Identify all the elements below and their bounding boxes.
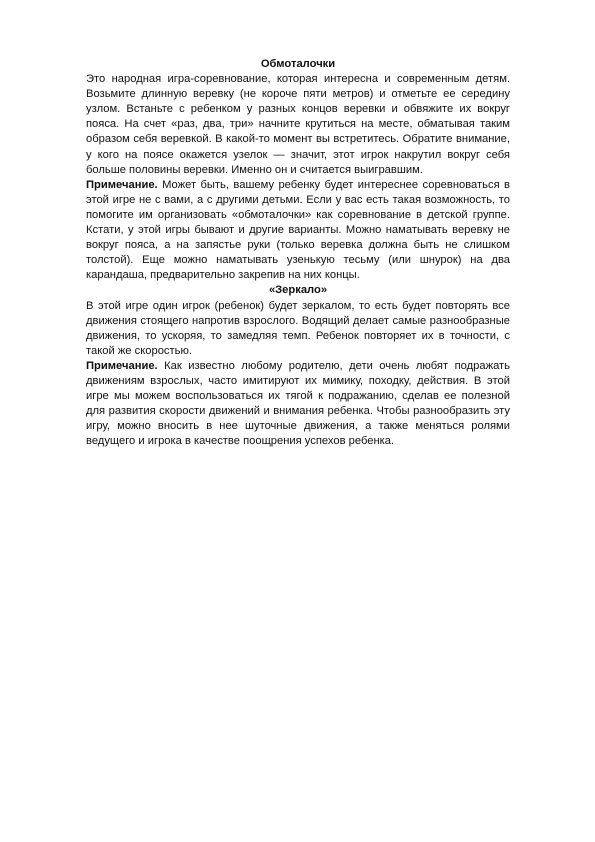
section-body-obmotalochki: Это народная игра-соревнование, которая интересна и современным детям. Возьмите длинную веревку (не короче пяти метров) и отметьте ее середину узлом. Встаньте с ребенком у разных концов веревки и обвяжите их вокруг пояса. На счет «раз, два, три» начните крутиться на месте, обматывая таким образом себя веревкой. В какой-то момент вы встретитесь. Обратите внимание, у кого на поясе окажется узелок — значит, этот игрок накрутил вокруг себя больше половины веревки. Именно он и считается выигравшим.: [86, 73, 510, 176]
note-paragraph-zerkalo: [86, 359, 510, 450]
section-body-zerkalo: В этой игре один игрок (ребенок) будет зеркалом, то есть будет повторять все движения стоящего напротив взрослого. Водящий делает самые разнообразные движения, то ускоряя, то замедляя темп. Ребенок повторяет их в точности, с такой же скоростью.: [86, 299, 510, 357]
note-text: Как известно любому родителю, дети очень любят подражать движениям взрослых, часто имитируют их мимику, походку, действия. В этой игре мы можем воспользоваться их тягой к подражанию, сделав ее полезной для развития скорости движений и внимания ребенка. Чтобы разнообразить эту игру, можно вносить в нее шуточные движения, а также меняться ролями ведущего и игрока в качестве поощрения успехов ребенка.: [86, 359, 510, 448]
note-paragraph-obmotalochki: [86, 178, 510, 284]
note-label: Примечание.: [86, 359, 158, 372]
note-label: Примечание.: [86, 178, 158, 191]
section-title-obmotalochki: Обмоталочки: [260, 58, 336, 70]
note-text: Может быть, вашему ребенку будет интереснее соревноваться в этой игре не с вами, а с другими детьми. Если у вас есть такая возможность, то помогите им организовать «обмоталочки» как соревнование в детской группе. Кстати, у этой игры бывают и другие варианты. Можно наматывать веревку не вокруг пояса, а на запястье руки (только веревка должна быть не слишком толстой). Еще можно наматывать узенькую тесьму (или шнурок) на два карандаша, предварительно закрепив на них концы.: [86, 178, 510, 282]
document-page: [86, 57, 510, 449]
section-title-zerkalo: «Зеркало»: [268, 284, 328, 297]
